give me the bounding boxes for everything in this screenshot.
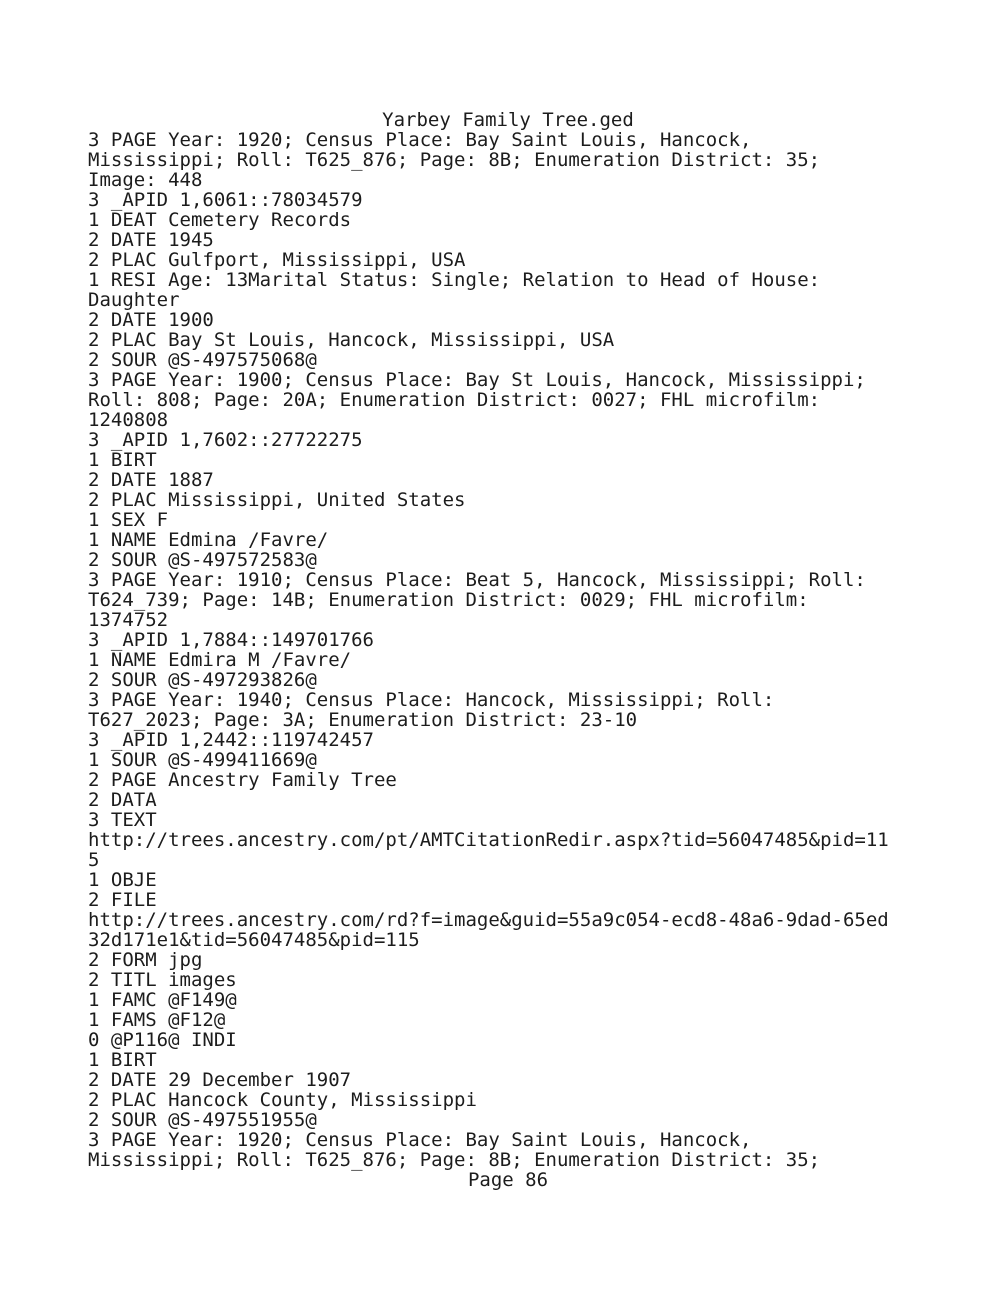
gedcom-line: 2 SOUR @S-497551955@ <box>88 1109 317 1131</box>
gedcom-line: 5 <box>88 849 100 871</box>
gedcom-line: 2 DATE 29 December 1907 <box>88 1069 352 1091</box>
gedcom-url-line: http://trees.ancestry.com/rd?f=image&guid=55a9c054-ecd8-48a6-9dad-65ed <box>88 909 889 931</box>
gedcom-line: 3 TEXT <box>88 809 157 831</box>
gedcom-line: 2 DATA <box>88 789 157 811</box>
gedcom-line: 1 SEX F <box>88 509 169 531</box>
gedcom-line: 2 SOUR @S-497293826@ <box>88 669 317 691</box>
gedcom-line: 2 PLAC Gulfport, Mississippi, USA <box>88 249 466 271</box>
gedcom-line: Roll: 808; Page: 20A; Enumeration District: 0027; FHL microfilm: <box>88 389 821 411</box>
gedcom-line: 1 SOUR @S-499411669@ <box>88 749 317 771</box>
gedcom-line: 1 FAMS @F12@ <box>88 1009 226 1031</box>
gedcom-line: 3 PAGE Year: 1940; Census Place: Hancock, Mississippi; Roll: <box>88 689 775 711</box>
gedcom-line: 1 BIRT <box>88 449 157 471</box>
gedcom-line: 2 PLAC Mississippi, United States <box>88 489 466 511</box>
gedcom-line: 1 NAME Edmira M /Favre/ <box>88 649 352 671</box>
gedcom-line: 2 PLAC Bay St Louis, Hancock, Mississippi, USA <box>88 329 615 351</box>
gedcom-line: 1240808 <box>88 409 169 431</box>
gedcom-line: 2 PLAC Hancock County, Mississippi <box>88 1089 477 1111</box>
gedcom-line: 2 FORM jpg <box>88 949 203 971</box>
gedcom-line: 3 _APID 1,7602::27722275 <box>88 429 363 451</box>
gedcom-line: 1 DEAT Cemetery Records <box>88 209 352 231</box>
document-title: Yarbey Family Tree.ged <box>382 109 634 131</box>
gedcom-line: 1 FAMC @F149@ <box>88 989 237 1011</box>
gedcom-line: 3 PAGE Year: 1920; Census Place: Bay Saint Louis, Hancock, <box>88 1129 752 1151</box>
gedcom-line: 2 DATE 1887 <box>88 469 214 491</box>
gedcom-line: Mississippi; Roll: T625_876; Page: 8B; Enumeration District: 35; <box>88 1149 821 1171</box>
gedcom-line: 1 BIRT <box>88 1049 157 1071</box>
gedcom-line: 2 FILE <box>88 889 157 911</box>
gedcom-line: 2 SOUR @S-497572583@ <box>88 549 317 571</box>
gedcom-line: 2 PAGE Ancestry Family Tree <box>88 769 397 791</box>
gedcom-line: 2 TITL images <box>88 969 237 991</box>
gedcom-line: 1 OBJE <box>88 869 157 891</box>
gedcom-line: T627_2023; Page: 3A; Enumeration District: 23-10 <box>88 709 638 731</box>
gedcom-line: 3 _APID 1,6061::78034579 <box>88 189 363 211</box>
gedcom-line: Daughter <box>88 289 180 311</box>
gedcom-line: Image: 448 <box>88 169 203 191</box>
gedcom-line: 3 PAGE Year: 1920; Census Place: Bay Saint Louis, Hancock, <box>88 129 752 151</box>
gedcom-line: 1374752 <box>88 609 169 631</box>
gedcom-line: 3 _APID 1,2442::119742457 <box>88 729 374 751</box>
gedcom-line: T624_739; Page: 14B; Enumeration District: 0029; FHL microfilm: <box>88 589 809 611</box>
gedcom-line: 32d171e1&tid=56047485&pid=115 <box>88 929 420 951</box>
page-number: Page 86 <box>467 1169 549 1191</box>
gedcom-url-line: http://trees.ancestry.com/pt/AMTCitationRedir.aspx?tid=56047485&pid=11 <box>88 829 889 851</box>
gedcom-line: 1 NAME Edmina /Favre/ <box>88 529 329 551</box>
gedcom-content <box>88 130 968 1170</box>
gedcom-line: 2 SOUR @S-497575068@ <box>88 349 317 371</box>
gedcom-line: 3 PAGE Year: 1910; Census Place: Beat 5, Hancock, Mississippi; Roll: <box>88 569 866 591</box>
gedcom-line: 3 PAGE Year: 1900; Census Place: Bay St Louis, Hancock, Mississippi; <box>88 369 866 391</box>
gedcom-line: 1 RESI Age: 13Marital Status: Single; Relation to Head of House: <box>88 269 821 291</box>
gedcom-line: 2 DATE 1945 <box>88 229 214 251</box>
gedcom-line: 0 @P116@ INDI <box>88 1029 237 1051</box>
gedcom-line: 2 DATE 1900 <box>88 309 214 331</box>
gedcom-line: 3 _APID 1,7884::149701766 <box>88 629 374 651</box>
gedcom-line: Mississippi; Roll: T625_876; Page: 8B; Enumeration District: 35; <box>88 149 821 171</box>
